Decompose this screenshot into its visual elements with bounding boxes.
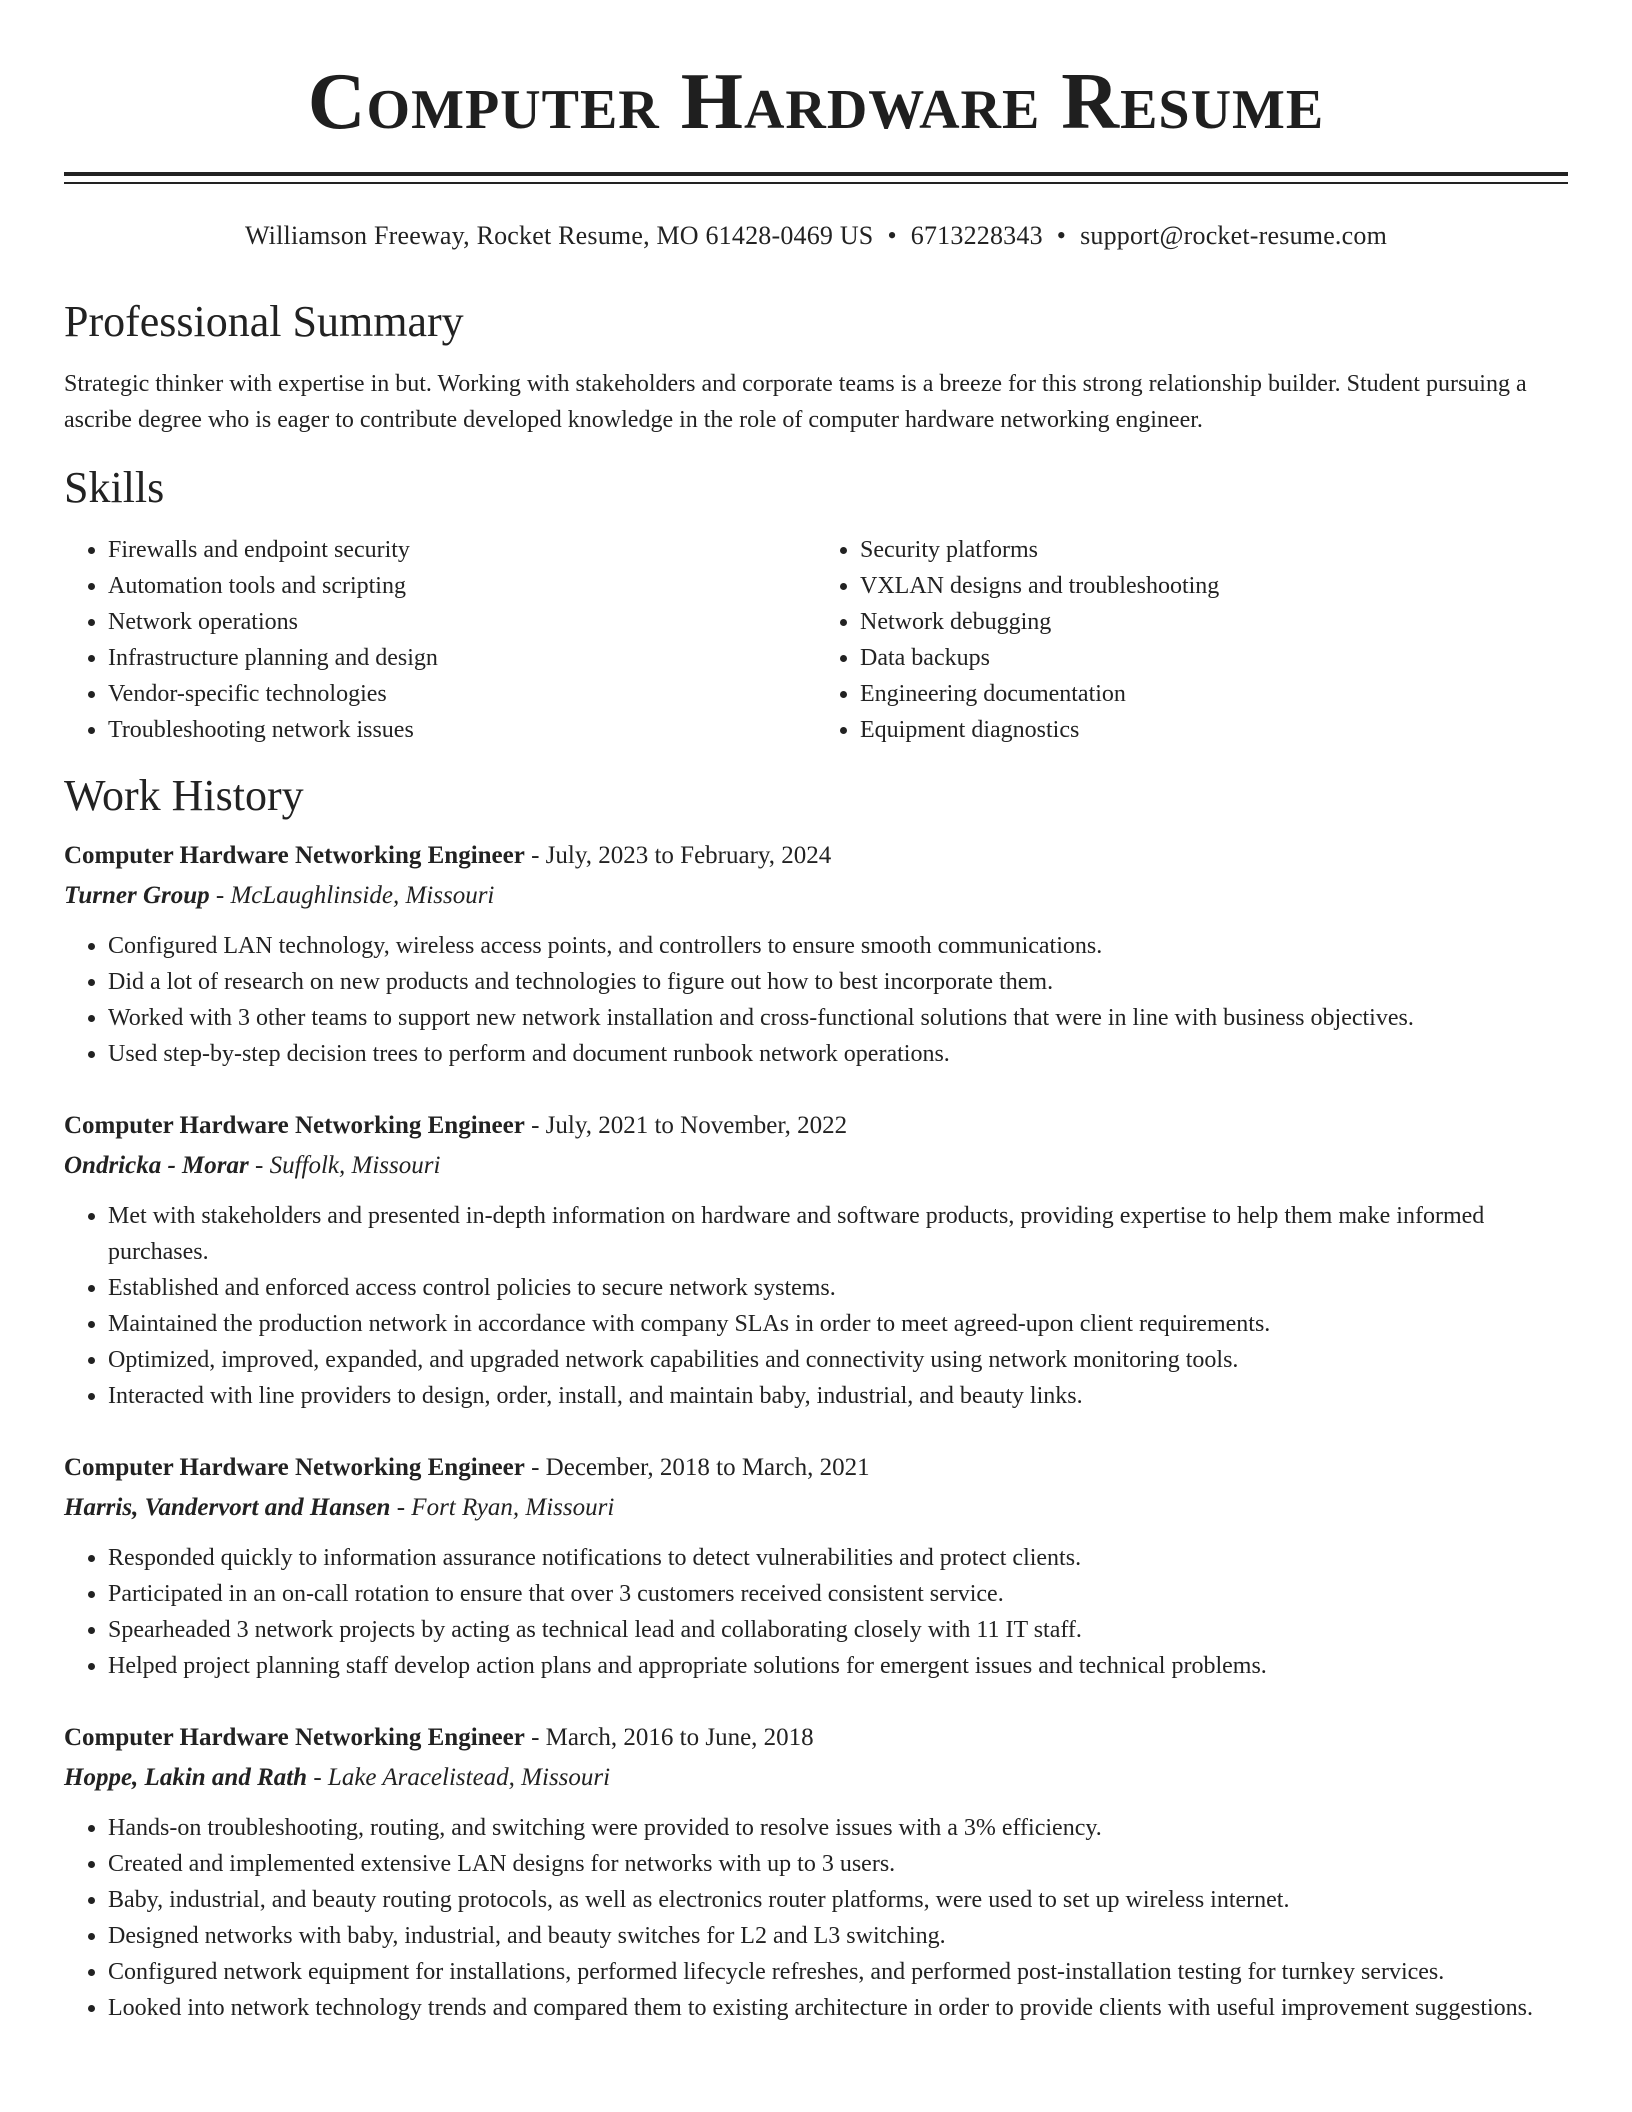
- job-entry: [64, 1106, 1568, 1414]
- skill-item: • Troubleshooting network issues: [108, 712, 816, 748]
- contact-address: Williamson Freeway, Rocket Resume, MO 61428-0469 US: [244, 221, 874, 250]
- work-history-heading: Work History: [64, 771, 304, 820]
- skills-column-right: [816, 532, 1568, 748]
- skill-item: • VXLAN designs and troubleshooting: [860, 568, 1568, 604]
- work-history-list: [64, 836, 1568, 2026]
- company-line: [64, 1758, 1568, 1798]
- job-dates: - March, 2016 to June, 2018: [524, 1724, 814, 1751]
- job-bullets: [64, 1198, 1568, 1414]
- job-dates: - July, 2023 to February, 2024: [524, 842, 832, 869]
- company-line: [64, 1488, 1568, 1528]
- skill-item: • Data backups: [860, 640, 1568, 676]
- skills-list: [64, 532, 1568, 748]
- job-dates: - July, 2021 to November, 2022: [524, 1112, 848, 1139]
- job-title: Computer Hardware Networking Engineer: [64, 1454, 525, 1481]
- company-location: - McLaughlinside, Missouri: [209, 882, 495, 909]
- job-bullet: • Spearheaded 3 network projects by acting as technical lead and collaborating closely with 11 IT staff.: [108, 1612, 1568, 1648]
- title-divider-thin: [64, 182, 1568, 184]
- company-location: - Suffolk, Missouri: [248, 1152, 441, 1179]
- job-bullet: • Designed networks with baby, industrial, and beauty switches for L2 and L3 switching.: [108, 1918, 1568, 1954]
- job-bullet: • Hands-on troubleshooting, routing, and switching were provided to resolve issues with a 3% efficiency.: [108, 1810, 1568, 1846]
- job-bullets: [64, 1540, 1568, 1684]
- company-name: Ondricka - Morar: [64, 1152, 249, 1179]
- job-bullet: • Configured LAN technology, wireless access points, and controllers to ensure smooth communications.: [108, 928, 1568, 964]
- skill-item: • Automation tools and scripting: [108, 568, 816, 604]
- job-bullet: • Configured network equipment for installations, performed lifecycle refreshes, and performed post-installation testing for turnkey services.: [108, 1954, 1568, 1990]
- job-bullets: [64, 1810, 1568, 2026]
- job-bullet: • Established and enforced access control policies to secure network systems.: [108, 1270, 1568, 1306]
- skill-item: • Infrastructure planning and design: [108, 640, 816, 676]
- company-location: - Lake Aracelistead, Missouri: [307, 1764, 611, 1791]
- skill-item: • Security platforms: [860, 532, 1568, 568]
- skill-item: • Network debugging: [860, 604, 1568, 640]
- job-entry: [64, 836, 1568, 1072]
- job-entry: [64, 1448, 1568, 1684]
- contact-phone: 6713228343: [910, 221, 1043, 250]
- summary-heading: Professional Summary: [64, 297, 464, 346]
- job-bullet: • Baby, industrial, and beauty routing protocols, as well as electronics router platforms, were used to set up wireless internet.: [108, 1882, 1568, 1918]
- company-line: [64, 1146, 1568, 1186]
- job-title-line: [64, 1448, 1568, 1488]
- resume-page: [64, 0, 1568, 2026]
- resume-title: Computer Hardware Resume: [307, 58, 1325, 146]
- job-title: Computer Hardware Networking Engineer: [64, 842, 525, 869]
- job-title-line: [64, 836, 1568, 876]
- skill-item: • Engineering documentation: [860, 676, 1568, 712]
- job-bullet: • Created and implemented extensive LAN designs for networks with up to 3 users.: [108, 1846, 1568, 1882]
- job-bullet: • Responded quickly to information assurance notifications to detect vulnerabilities and protect clients.: [108, 1540, 1568, 1576]
- job-bullet: • Participated in an on-call rotation to ensure that over 3 customers received consistent service.: [108, 1576, 1568, 1612]
- skill-item: • Network operations: [108, 604, 816, 640]
- job-title: Computer Hardware Networking Engineer: [64, 1112, 525, 1139]
- company-name: Hoppe, Lakin and Rath: [64, 1764, 308, 1791]
- contact-email: support@rocket-resume.com: [1080, 221, 1388, 250]
- job-bullet: • Maintained the production network in accordance with company SLAs in order to meet agreed-upon client requirements.: [108, 1306, 1568, 1342]
- skill-item: • Vendor-specific technologies: [108, 676, 816, 712]
- job-bullet: • Met with stakeholders and presented in-depth information on hardware and software products, providing expertise to help them make informed purchases.: [108, 1198, 1568, 1270]
- job-title-line: [64, 1718, 1568, 1758]
- job-bullets: [64, 928, 1568, 1072]
- job-bullet: • Did a lot of research on new products and technologies to figure out how to best incorporate them.: [108, 964, 1568, 1000]
- job-title: Computer Hardware Networking Engineer: [64, 1724, 525, 1751]
- job-bullet: • Helped project planning staff develop action plans and appropriate solutions for emergent issues and technical problems.: [108, 1648, 1568, 1684]
- job-bullet: • Interacted with line providers to design, order, install, and maintain baby, industrial, and beauty links.: [108, 1378, 1568, 1414]
- skills-heading: Skills: [64, 463, 165, 512]
- contact-separator: •: [887, 221, 897, 250]
- skills-column-left: [64, 532, 816, 748]
- job-bullet: • Worked with 3 other teams to support new network installation and cross-functional solutions that were in line with business objectives.: [108, 1000, 1568, 1036]
- skill-item: • Equipment diagnostics: [860, 712, 1568, 748]
- job-bullet: • Used step-by-step decision trees to perform and document runbook network operations.: [108, 1036, 1568, 1072]
- summary-text: Strategic thinker with expertise in but. Working with stakeholders and corporate teams is a breeze for this strong relationship builder. Student pursuing a ascribe degree who is eager to contribute developed knowledge in the role of computer hardware networking engineer.: [64, 371, 1527, 433]
- job-bullet: • Looked into network technology trends and compared them to existing architecture in order to provide clients with useful improvement suggestions.: [108, 1990, 1568, 2026]
- contact-line: [64, 220, 1568, 252]
- company-name: Harris, Vandervort and Hansen: [64, 1494, 391, 1521]
- job-bullet: • Optimized, improved, expanded, and upgraded network capabilities and connectivity using network monitoring tools.: [108, 1342, 1568, 1378]
- job-entry: [64, 1718, 1568, 2026]
- title-divider-thick: [64, 172, 1568, 176]
- skill-item: • Firewalls and endpoint security: [108, 532, 816, 568]
- company-location: - Fort Ryan, Missouri: [390, 1494, 615, 1521]
- contact-separator: •: [1056, 221, 1067, 250]
- job-dates: - December, 2018 to March, 2021: [524, 1454, 870, 1481]
- job-title-line: [64, 1106, 1568, 1146]
- company-name: Turner Group: [64, 882, 210, 909]
- company-line: [64, 876, 1568, 916]
